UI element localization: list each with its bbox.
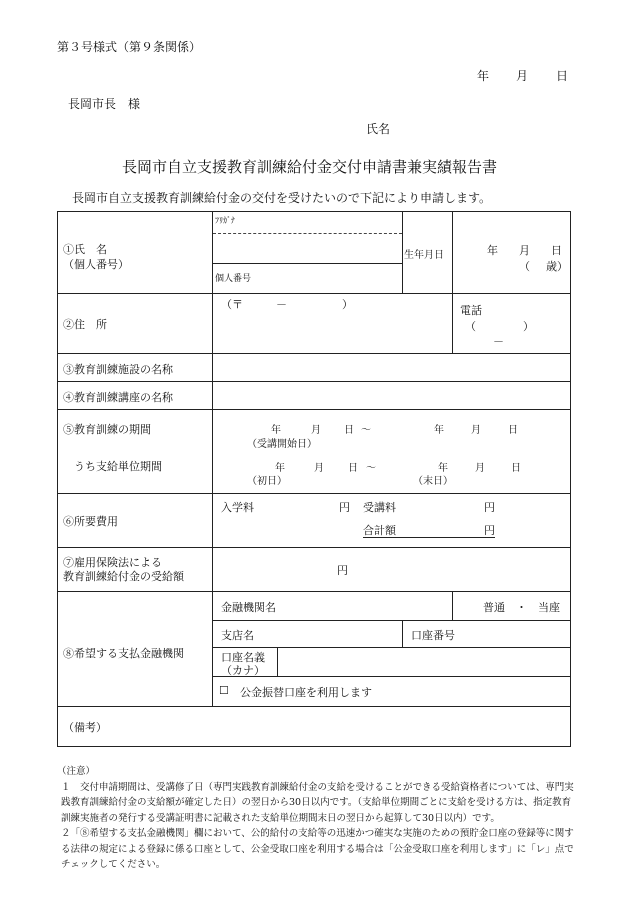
institution-cell[interactable]	[213, 592, 453, 621]
postal-code: （〒 － ）	[221, 298, 353, 311]
age-close: 歳）	[546, 260, 568, 273]
address-input-cell[interactable]	[213, 294, 453, 354]
total-field[interactable]	[363, 522, 495, 538]
intro-text: 長岡市自立支援教育訓練給付金の交付を受けたいので下記により申請します。	[72, 191, 492, 205]
holder-input[interactable]	[278, 648, 571, 677]
expense-label: ⑥所要費用	[63, 515, 118, 528]
end-day: 日	[508, 425, 518, 436]
bank-label-cell	[58, 592, 213, 707]
period-input-cell[interactable]	[213, 410, 571, 494]
course-label-cell	[58, 382, 213, 410]
account-number-label: 口座番号	[411, 629, 455, 642]
unit-tilde: ～	[366, 463, 376, 474]
facility-label-cell	[58, 354, 213, 382]
employment-input-cell[interactable]	[213, 548, 571, 592]
individual-number-field: 個人番号	[215, 274, 252, 284]
address-label: ②住 所	[63, 318, 107, 331]
public-account-cell	[213, 677, 571, 707]
period-label: ⑤教育訓練の期間	[63, 423, 151, 436]
birth-day: 日	[551, 244, 562, 257]
employment-label-1: ⑦雇用保険法による	[63, 556, 162, 569]
document-title: 長岡市自立支援教育訓練給付金交付申請書兼実績報告書	[122, 158, 498, 176]
admission-yen: 円	[339, 501, 350, 514]
account-number-cell[interactable]	[403, 621, 571, 648]
date-year: 年	[477, 69, 490, 83]
public-account-label: 公金振替口座を利用します	[240, 686, 372, 699]
expense-input-cell[interactable]	[213, 494, 571, 548]
employment-yen: 円	[337, 564, 348, 577]
employment-label-cell	[58, 548, 213, 592]
public-account-checkbox[interactable]: ☐	[219, 684, 229, 697]
date-month: 月	[516, 69, 529, 83]
end-year: 年	[434, 425, 444, 436]
period-tilde: ～	[361, 425, 371, 436]
institution-label: 金融機関名	[221, 601, 276, 614]
holder-label: 口座名義	[221, 651, 265, 664]
unit-end-month: 月	[475, 463, 485, 474]
course-label: ④教育訓練講座の名称	[63, 391, 173, 404]
individual-number-label: （個人番号）	[63, 258, 129, 271]
expense-label-cell	[58, 494, 213, 548]
first-day-note: （初日）	[247, 476, 287, 487]
name-label: ①氏 名	[63, 243, 107, 256]
remarks-label: （備考）	[63, 721, 107, 734]
branch-cell[interactable]	[213, 621, 403, 648]
unit-start-year: 年	[275, 463, 285, 474]
remarks-cell[interactable]	[58, 707, 571, 747]
address-label-cell	[58, 294, 213, 354]
name-label-cell	[58, 212, 213, 294]
unit-start-day: 日	[348, 463, 358, 474]
notes-section	[57, 764, 575, 873]
end-month: 月	[471, 425, 481, 436]
course-input[interactable]	[213, 382, 571, 410]
branch-label: 支店名	[221, 629, 254, 642]
note-item-2: ２「⑧希望する支払金融機関」欄において、公的給付の支給等の迅速かつ確実な実施のための預貯金口座の登録等に関する法律の規定による登録に係る口座として、公金受取口座を利用する場合は「公金受取口座を利用します」に「レ」点でチェックしてください。	[61, 828, 574, 870]
applicant-label: 氏名	[366, 122, 391, 136]
furigana-label: ﾌﾘｶﾞﾅ	[215, 216, 235, 225]
start-year: 年	[271, 425, 281, 436]
name-input-cell[interactable]	[213, 212, 403, 294]
phone-label: 電話	[460, 304, 482, 317]
account-type-cell[interactable]	[453, 592, 571, 621]
admission-label: 入学料	[221, 501, 254, 514]
phone-paren-close: ）	[523, 320, 534, 333]
tuition-yen: 円	[484, 501, 495, 514]
unit-end-day: 日	[511, 463, 521, 474]
period-label-cell	[58, 410, 213, 494]
holder-kana-label: （カナ）	[221, 664, 265, 677]
holder-label-cell	[213, 648, 278, 677]
employment-label-2: 教育訓練給付金の受給額	[63, 570, 184, 583]
phone-paren-open: （	[465, 320, 476, 333]
unit-start-month: 月	[314, 463, 324, 474]
facility-label: ③教育訓練施設の名称	[63, 363, 173, 376]
birth-year: 年	[487, 244, 498, 257]
last-day-note: （末日）	[413, 476, 453, 487]
birth-month: 月	[519, 244, 530, 257]
unit-end-year: 年	[438, 463, 448, 474]
date-day: 日	[556, 69, 569, 83]
note-item-1: １ 交付申請期間は、受講修了日（専門実践教育訓練給付金の支給を受けることができる受給資格者については、専門実践教育訓練給付金の支給額が確定した日）の翌日から30日以内です。（支給単位期間ごとに支給を受ける方は、指定教育訓練実施者の発行する受講証明書に記載された支給単位期間末日の翌日から起算して30日以内）です。	[61, 781, 574, 824]
addressee: 長岡市長 様	[68, 97, 141, 111]
form-number: 第３号様式（第９条関係）	[57, 40, 202, 54]
birthdate-input-cell[interactable]	[453, 212, 571, 294]
notes-heading: （注意）	[57, 766, 96, 777]
phone-dash: －	[493, 335, 504, 348]
start-note: （受講開始日）	[247, 439, 317, 450]
application-form	[57, 211, 571, 747]
bank-label: ⑧希望する支払金融機関	[63, 647, 184, 660]
start-day: 日	[344, 425, 354, 436]
birthdate-label: 生年月日	[404, 250, 444, 261]
age-open: （	[519, 260, 530, 273]
birthdate-label-cell	[403, 212, 453, 294]
account-type: 普通 ・ 当座	[483, 601, 560, 614]
facility-input[interactable]	[213, 354, 571, 382]
payment-unit-label: うち支給単位期間	[74, 460, 162, 473]
start-month: 月	[311, 425, 321, 436]
total-yen: 円	[484, 524, 495, 537]
tuition-label: 受講料	[363, 501, 396, 514]
total-label: 合計額	[363, 524, 396, 537]
phone-cell[interactable]	[453, 294, 571, 354]
